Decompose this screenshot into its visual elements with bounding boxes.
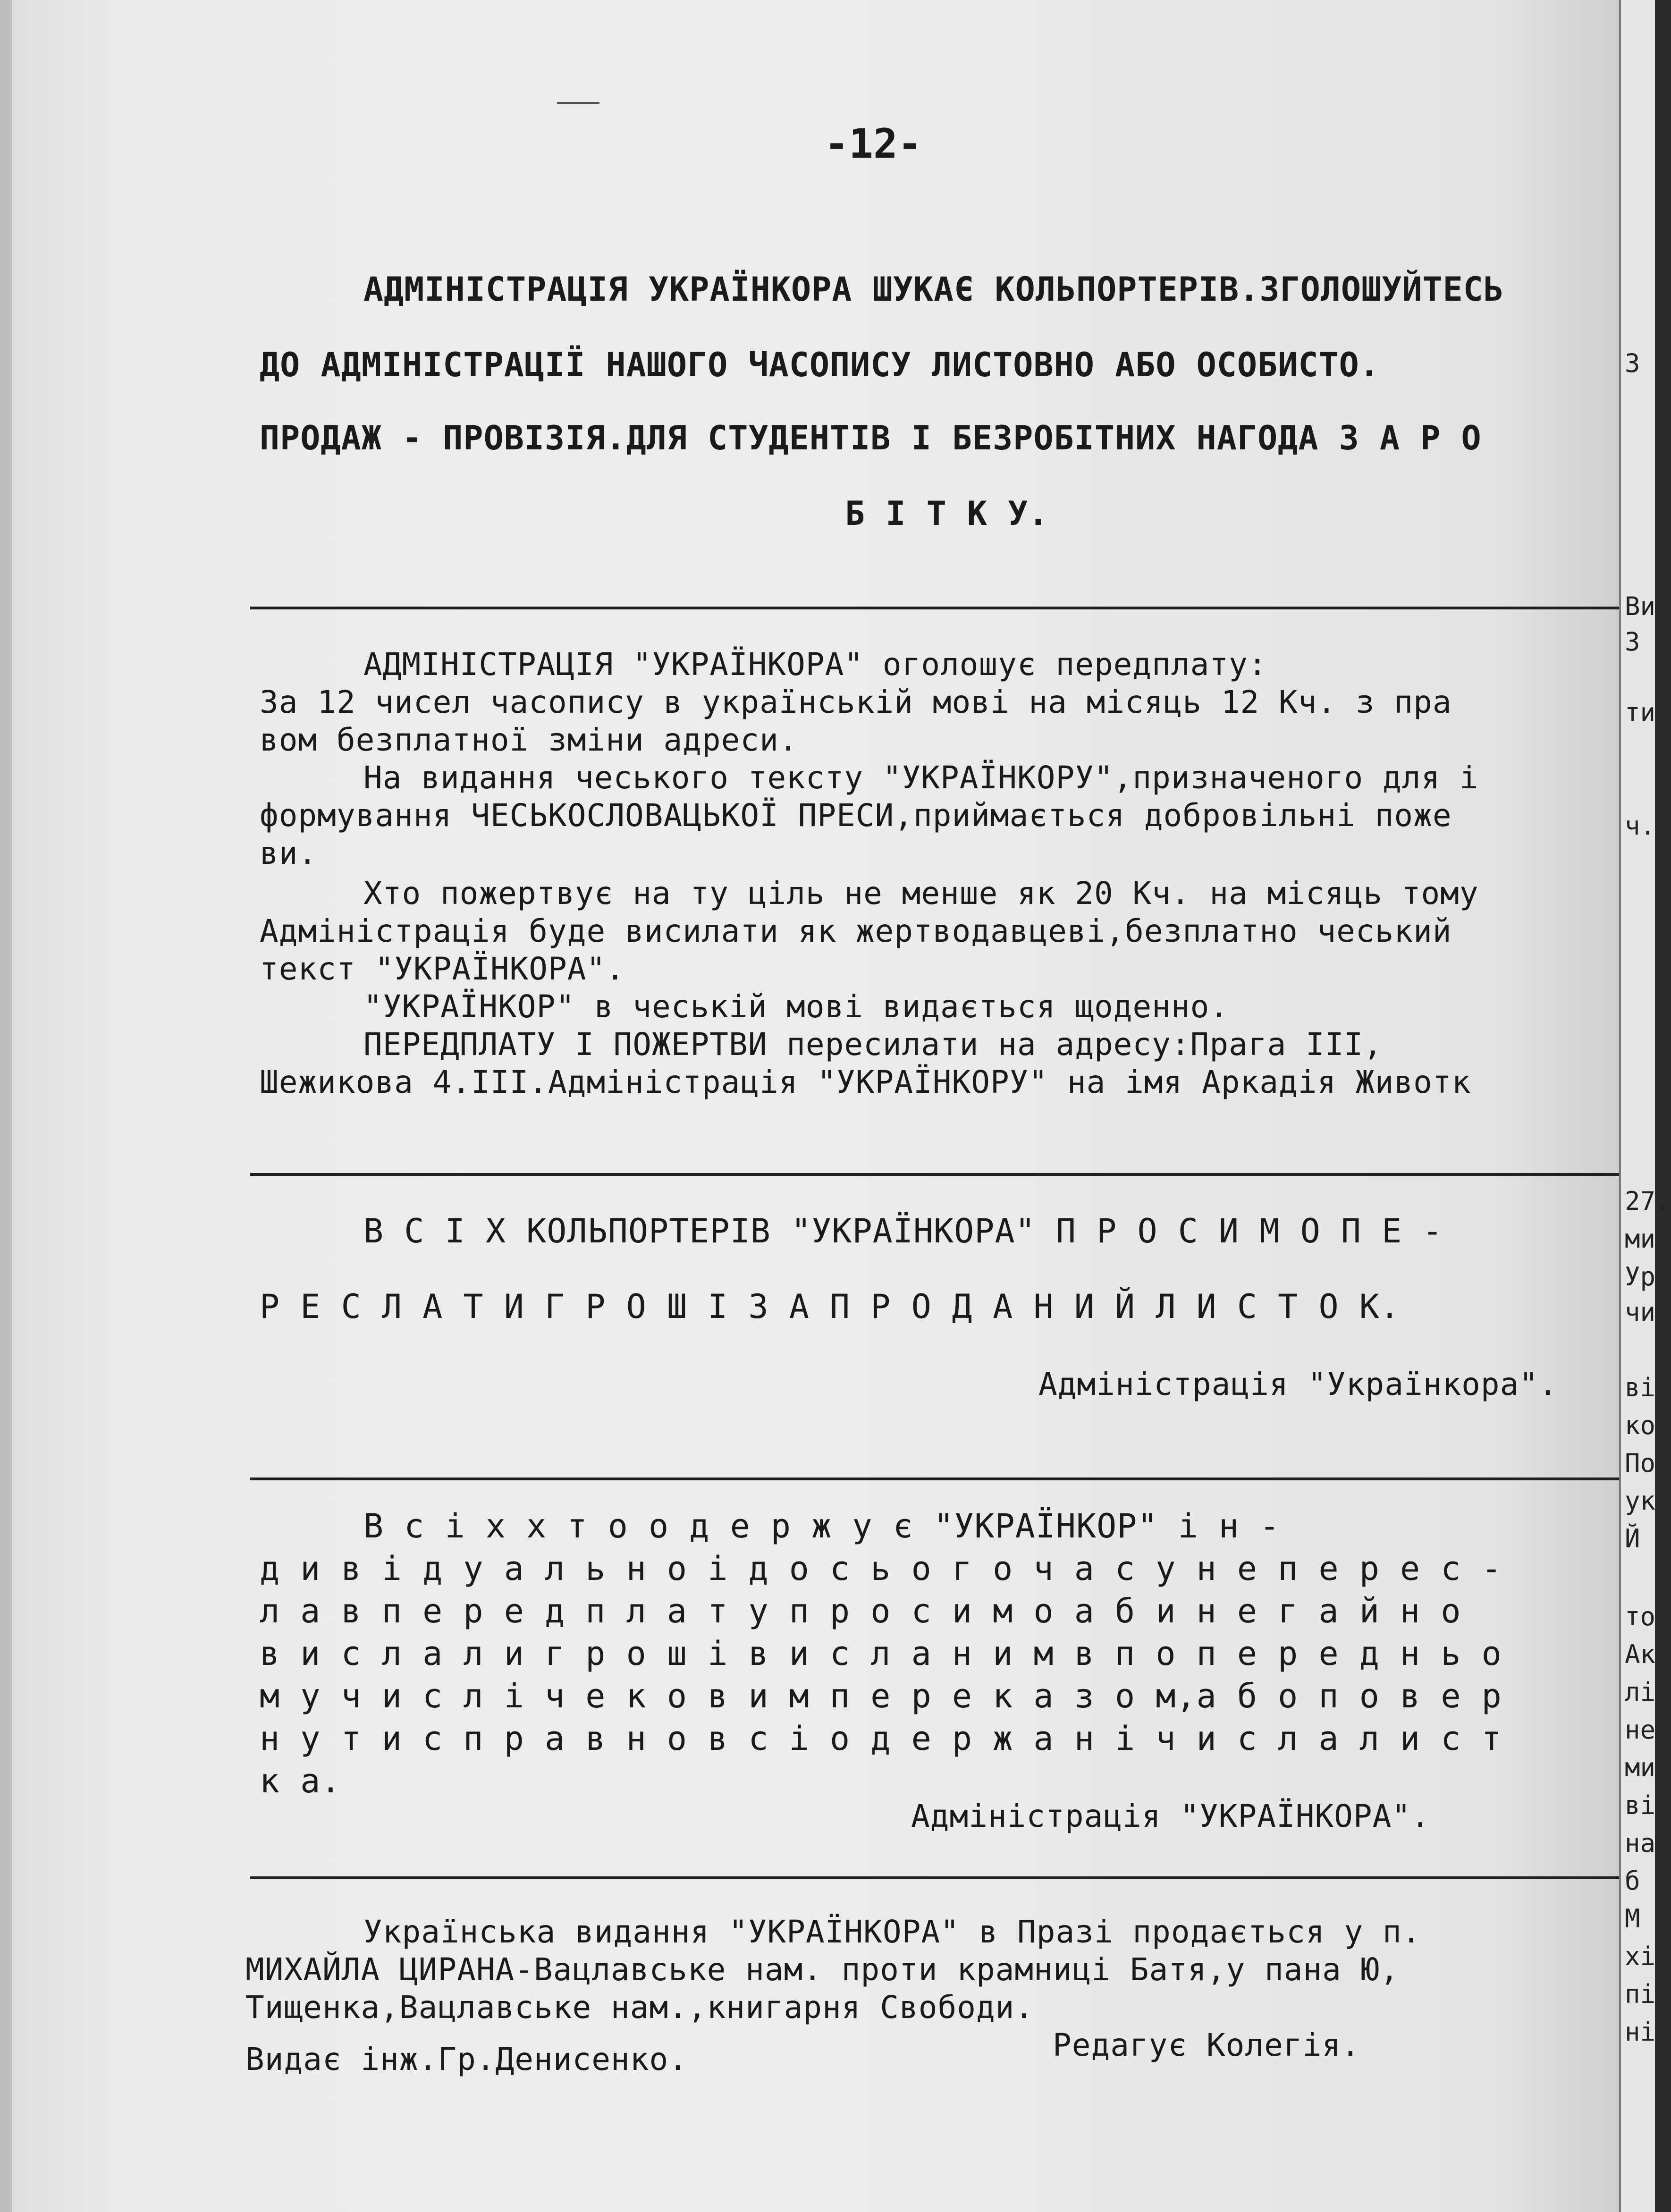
editor-credit: Редагує Колегія. [1053,2027,1360,2063]
margin-fragment: ми [1625,1224,1656,1254]
margin-fragment: ні [1625,2017,1656,2047]
margin-fragment: ві [1625,1790,1656,1820]
margin-fragment: ук [1625,1486,1656,1516]
margin-fragment: М [1625,1904,1640,1933]
sales-line: Тищенка,Вацлавське нам.,книгарня Свободи. [245,1989,1034,2026]
margin-fragment: 27. [1625,1186,1671,1216]
section-divider [250,607,1619,609]
subscription-line: На видання чеського тексту "УКРАЇНКОРУ",призначеного для і [363,760,1479,796]
subscription-line: Шежикова 4.III.Адміністрація "УКРАЇНКОРУ" на імя Аркадія Животк [260,1064,1471,1100]
notice-line: д и в і д у а л ь н о і д о с ь о г о ч а с у н е п е р е с - [260,1549,1502,1588]
page-number: -12- [824,120,922,168]
subscription-line: Хто пожертвує на ту ціль не менше як 20 Кч. на місяць тому [363,875,1479,912]
margin-fragment: ми [1625,1753,1656,1782]
notice-line: л а в п е р е д п л а т у п р о с и м о а б и н е г а й н о [260,1592,1461,1630]
binding-edge [0,0,12,2212]
subscription-line: ПЕРЕДПЛАТУ І ПОЖЕРТВИ пересилати на адресу:Прага III, [363,1026,1383,1063]
margin-fragment: ти [1625,698,1656,727]
adjacent-page-strip [1619,0,1671,2212]
margin-fragment: ко [1625,1410,1656,1440]
margin-fragment: 3 [1625,627,1640,657]
subscription-line: ви. [260,835,318,871]
sales-line: МИХАЙЛА ЦИРАНА-Вацлавське нам. проти крамниці Батя,у пана Ю, [245,1951,1400,1988]
colporteurs-request-line-1: В С І Х КОЛЬПОРТЕРІВ "УКРАЇНКОРА" П Р О С И М О П Е - [363,1212,1443,1250]
margin-fragment: По [1625,1448,1656,1478]
section-divider [250,1173,1619,1176]
subscription-line: "УКРАЇНКОР" в чеській мові видається щоденно. [363,988,1229,1025]
ad-colporteurs-line-2: ДО АДМІНІСТРАЦІЇ НАШОГО ЧАСОПИСУ ЛИСТОВНО АБО ОСОБИСТО. [260,346,1380,384]
individual-notice-signature: Адміністрація "УКРАЇНКОРА". [911,1798,1430,1834]
notice-line: м у ч и с л і ч е к о в и м п е р е к а з о м,а б о п о в е р [260,1677,1502,1715]
section-divider [250,1876,1619,1879]
ad-colporteurs-line-3: ПРОДАЖ - ПРОВІЗІЯ.ДЛЯ СТУДЕНТІВ І БЕЗРОБІТНИХ НАГОДА З А Р О [260,419,1482,457]
margin-fragment: 3 [1625,348,1640,378]
colporteurs-request-line-2: Р Е С Л А Т И Г Р О Ш І З А П Р О Д А Н И Й Л И С Т О К. [260,1287,1401,1326]
margin-fragment: пі [1625,1979,1656,2009]
subscription-line: АДМІНІСТРАЦІЯ "УКРАЇНКОРА" оголошує передплату: [363,646,1267,683]
section-divider [250,1477,1619,1480]
subscription-line: вом безплатної зміни адреси. [260,722,798,758]
margin-fragment: ч. [1625,811,1656,841]
margin-fragment: хі [1625,1942,1656,1971]
margin-fragment: Ви [1625,591,1656,621]
subscription-line: текст "УКРАЇНКОРА". [260,951,625,987]
margin-fragment: то [1625,1602,1656,1631]
notice-line: н у т и с п р а в н о в с і о д е р ж а н і ч и с л а л и с т [260,1719,1502,1758]
top-mark [557,102,599,104]
margin-fragment: лі [1625,1677,1656,1707]
subscription-line: формування ЧЕСЬКОСЛОВАЦЬКОЇ ПРЕСИ,приймається добровільні поже [260,797,1452,834]
notice-line: к а. [260,1762,341,1800]
subscription-line: Адміністрація буде висилати як жертводавцеві,безплатно чеський [260,913,1452,949]
colporteurs-signature: Адміністрація "Українкора". [1038,1366,1558,1402]
ad-colporteurs-line-4: Б І Т К У. [845,494,1049,533]
notice-line: в и с л а л и г р о ш і в и с л а н и м в п о п е р е д н ь о [260,1634,1502,1673]
margin-fragment: чи [1625,1297,1656,1327]
margin-fragment: ві [1625,1373,1656,1402]
margin-fragment: б [1625,1866,1640,1896]
notice-line: В с і х х т о о д е р ж у є "УКРАЇНКОР" і н - [363,1507,1280,1545]
margin-fragment: на [1625,1828,1656,1858]
publisher-credit: Видає інж.Гр.Денисенко. [245,2041,688,2077]
margin-fragment: Ак [1625,1639,1656,1669]
ad-colporteurs-line-1: АДМІНІСТРАЦІЯ УКРАЇНКОРА ШУКАЄ КОЛЬПОРТЕРІВ.ЗГОЛОШУЙТЕСЬ [363,270,1504,309]
sales-line: Українська видання "УКРАЇНКОРА" в Празі продається у п. [363,1914,1421,1950]
margin-fragment: Ур [1625,1262,1656,1292]
margin-fragment: не [1625,1715,1656,1745]
margin-fragment: Й [1625,1524,1640,1553]
subscription-line: За 12 чисел часопису в українській мові на місяць 12 Кч. з пра [260,684,1452,720]
